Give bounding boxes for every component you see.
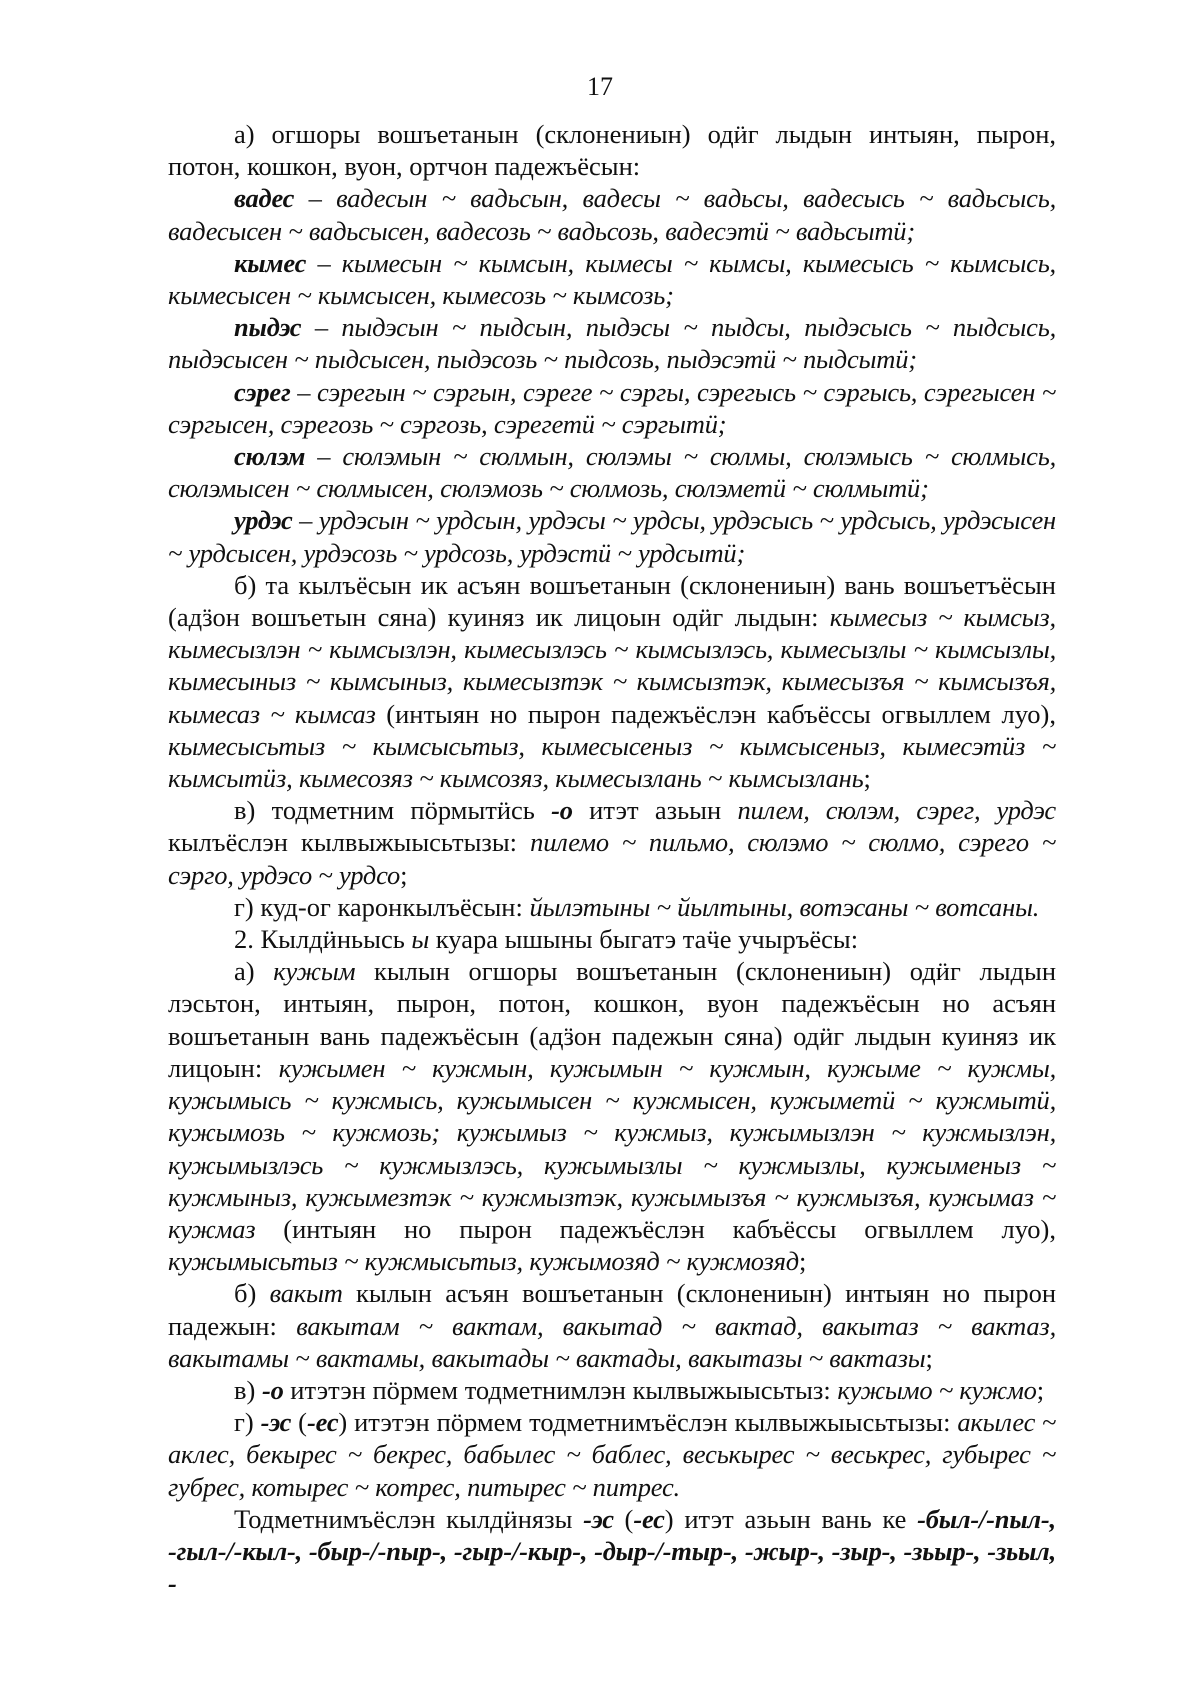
bold-italic-text: пыдэс: [234, 312, 302, 343]
paragraph: [168, 311, 1056, 375]
text-run: итэтэн пӧрмем тодметнимлэн кылвыжыысьтыз:: [283, 1374, 838, 1405]
paragraph: [168, 794, 1056, 891]
bold-italic-text: -о: [261, 1374, 284, 1405]
text-run: (интыян но пырон падежъёслэн кабъёссы огвыллем луо),: [375, 698, 1056, 729]
text-run: ;: [863, 763, 871, 794]
bold-italic-text: сэрег: [234, 376, 291, 407]
paragraph: [168, 118, 1056, 182]
italic-text: – кымесын ~ кымсын, кымесы ~ кымсы, кымесысь ~ кымсысь, кымесысен ~ кымсысен, кымесозь ~ кымсозь;: [168, 247, 1056, 311]
paragraph: [168, 569, 1056, 794]
text-run: ) итэтэн пӧрмем тодметнимъёслэн кылвыжыысьтызы:: [338, 1407, 958, 1438]
bold-italic-text: вадес: [234, 183, 295, 214]
italic-text: акылес ~ аклес, бекырес ~ бекрес, бабылес ~ баблес, веськырес ~ веськрес, губырес ~ губрес, котырес ~ котрес, питырес ~ питрес.: [168, 1407, 1056, 1502]
italic-text: – сюлэмын ~ сюлмын, сюлэмы ~ сюлмы, сюлэмысь ~ сюлмысь, сюлэмысен ~ сюлмысен, сюлэмозь ~ сюлмозь, сюлэметӥ ~ сюлмытӥ;: [168, 441, 1056, 504]
body-text: [168, 118, 1056, 1599]
bold-italic-text: сюлэм: [234, 441, 306, 472]
italic-text: кужымен ~ кужмын, кужымын ~ кужмын, кужыме ~ кужмы, кужымысь ~ кужмысь, кужымысен ~ кужмысен, кужыметӥ ~ кужмытӥ, кужымозь ~ кужмозь; кужымыз ~ кужмыз, кужымызлэн ~ кужмызлэн, кужымызлэсь ~ кужмызлэсь, кужымызлы ~ кужмызлы, кужыменыз ~ кужмыныз, кужымезтэк ~ кужмызтэк, кужымызъя ~ кужмызъя, кужымаз ~ кужмаз: [168, 1052, 1056, 1244]
italic-text: – урдэсын ~ урдсын, урдэсы ~ урдсы, урдэсысь ~ урдсысь, урдэсысен ~ урдсысен, урдэсозь ~ урдсозь, урдэстӥ ~ урдсытӥ;: [168, 505, 1056, 568]
italic-text: – вадесын ~ вадьсын, вадесы ~ вадьсы, вадесысь ~ вадьсысь, вадесысен ~ вадьсысен, вадесозь ~ вадьсозь, вадесэтӥ ~ вадьсытӥ;: [168, 183, 1056, 246]
bold-italic-text: -эс: [260, 1407, 292, 1438]
italic-text: ы: [411, 924, 430, 955]
italic-text: кымесыз ~ кымсыз, кымесызлэн ~ кымсызлэн, кымесызлэсь ~ кымсызлэсь, кымесызлы ~ кымсызлы, кымесыныз ~ кымсыныз, кымесызтэк ~ кымсызтэк, кымесызъя ~ кымсызъя, кымесаз ~ кымсаз: [168, 602, 1056, 729]
text-run: ) итэт азьын вань ке: [664, 1503, 918, 1534]
text-run: б): [234, 1278, 270, 1309]
text-run: (интыян но пырон падежъёслэн кабъёссы огвыллем луо),: [255, 1213, 1056, 1244]
italic-text: кужым: [273, 956, 356, 987]
paragraph: [168, 504, 1056, 568]
paragraph: [168, 440, 1056, 504]
paragraph: [168, 891, 1056, 923]
paragraph: [168, 955, 1056, 1277]
bold-italic-text: -ес: [633, 1503, 665, 1534]
bold-italic-text: урдэс: [234, 505, 293, 536]
paragraph: [168, 1277, 1056, 1374]
italic-text: пилем, сюлэм, сэрег, урдэс: [737, 795, 1056, 826]
paragraph: [168, 923, 1056, 955]
bold-italic-text: -ес: [306, 1407, 339, 1438]
text-run: (: [613, 1503, 634, 1534]
italic-text: кужымысьтыз ~ кужмысьтыз, кужымозяд ~ кужмозяд: [168, 1246, 799, 1277]
text-run: ;: [925, 1342, 933, 1373]
paragraph: [168, 247, 1056, 311]
text-run: куара ышыны быгатэ таӵе учыръёсы:: [429, 924, 859, 955]
text-run: итэт азьын: [572, 795, 738, 826]
paragraph: [168, 376, 1056, 440]
text-run: в): [234, 1374, 262, 1405]
paragraph: [168, 1406, 1056, 1503]
text-run: ;: [400, 859, 408, 890]
text-run: б) та кылъёсын ик асъян вошъетанын (склонениын) вань вошъетъёсын (адӟон вошъетын сяна) куиняз ик лицоын одӥг лыдын:: [168, 569, 1056, 633]
paragraph: [168, 1503, 1056, 1600]
italic-text: кужымо ~ кужмо: [837, 1374, 1037, 1405]
text-run: 2. Кылдӥньысь: [234, 924, 412, 955]
paragraph: [168, 182, 1056, 246]
text-run: кылын огшоры вошъетанын (склонениын) одӥг лыдын лэсьтон, интыян, пырон, потон, кошкон, вуон падежъёсын но асъян вошъетанын вань падежъёсын (адӟон падежын сяна) одӥг лыдын куиняз ик лицоын:: [168, 956, 1056, 1083]
text-run: ;: [1036, 1374, 1045, 1405]
text-run: в) тодметним пӧрмытӥсь: [234, 795, 552, 826]
text-run: ;: [798, 1246, 807, 1277]
text-run: Тодметнимъёслэн кылдӥнязы: [234, 1503, 584, 1534]
italic-text: кымесысьтыз ~ кымсысьтыз, кымесысеныз ~ кымсысеныз, кымесэтӥз ~ кымсытӥз, кымесозяз ~ кымсозяз, кымесызлань ~ кымсызлань: [168, 730, 1056, 794]
bold-italic-text: -о: [551, 795, 573, 826]
paragraph: [168, 1374, 1056, 1406]
italic-text: пилемо ~ пильмо, сюлэмо ~ сюлмо, сэрего ~ сэрго, урдэсо ~ урдсо: [168, 827, 1056, 890]
bold-italic-text: -эс: [583, 1503, 614, 1534]
italic-text: йылэтыны ~ йылтыны, вотэсаны ~ вотсаны.: [529, 891, 1040, 922]
text-run: а) огшоры вошъетанын (склонениын) одӥг лыдын интыян, пырон, потон, кошкон, вуон, ортчон падежъёсын:: [168, 119, 1056, 182]
text-run: кылъёслэн кылвыжыысьтызы:: [168, 827, 531, 858]
italic-text: – сэрегын ~ сэргын, сэреге ~ сэргы, сэрегысь ~ сэргысь, сэрегысен ~ сэргысен, сэрегозь ~ сэргозь, сэрегетӥ ~ сэргытӥ;: [168, 376, 1056, 439]
italic-text: вакытам ~ вактам, вакытад ~ вактад, вакытаз ~ вактаз, вакытамы ~ вактамы, вакытады ~ вактады, вакытазы ~ вактазы: [168, 1310, 1056, 1373]
text-run: кылын асъян вошъетанын (склонениын) интыян но пырон падежын:: [168, 1278, 1057, 1341]
bold-italic-text: кымес: [234, 247, 307, 278]
italic-text: – пыдэсын ~ пыдсын, пыдэсы ~ пыдсы, пыдэсысь ~ пыдсысь, пыдэсысен ~ пыдсысен, пыдэсозь ~ пыдсозь, пыдэсэтӥ ~ пыдсытӥ;: [168, 312, 1056, 375]
text-run: а): [234, 956, 274, 987]
text-run: г): [234, 1407, 261, 1438]
bold-italic-text: -был-/-пыл-, -гыл-/-кыл-, -быр-/-пыр-, -гыр-/-кыр-, -дыр-/-тыр-, -жыр-, -зыр-, -зьыр-, -зьыл, -: [168, 1503, 1056, 1599]
text-run: г) куд-ог каронкылъёсын:: [234, 891, 530, 922]
italic-text: вакыт: [269, 1278, 343, 1309]
text-run: (: [291, 1407, 307, 1438]
page-number: 17: [587, 72, 613, 101]
